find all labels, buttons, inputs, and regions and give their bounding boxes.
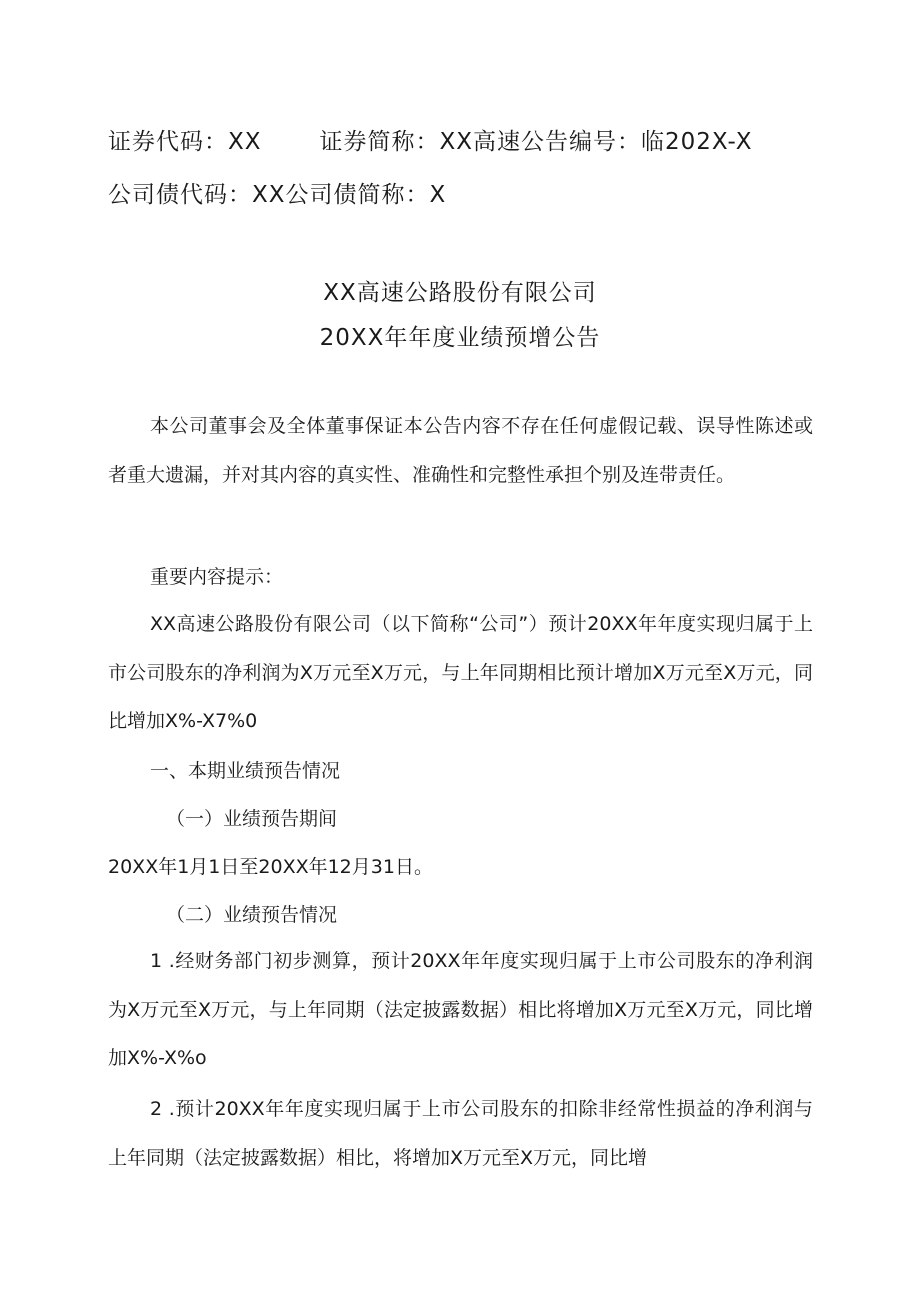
subsection-one-block [108, 795, 813, 844]
section-one-heading: 一、本期业绩预告情况 [150, 760, 341, 782]
announcement-title: 20XX年年度业绩预增公告 [319, 325, 601, 351]
security-abbr-and-announcement-no: 证券简称：XX高速公告编号：临202X-X [319, 129, 753, 155]
disclaimer-text: 本公司董事会及全体董事保证本公告内容不存在任何虚假记载、误导性陈述或者重大遗漏，并对其内容的真实性、准确性和完整性承担个别及连带责任。 [108, 415, 813, 486]
item-one-text: 1 .经财务部门初步测算，预计20XX年年度实现归属于上市公司股东的净利润为X万元至X万元，与上年同期（法定披露数据）相比将增加X万元至X万元，同比增加X%-X%o [108, 950, 813, 1069]
item-two-text: 2 .预计20XX年年度实现归属于上市公司股东的扣除非经常性损益的净利润与上年同期（法定披露数据）相比，将增加X万元至X万元，同比增 [108, 1098, 813, 1169]
disclaimer-paragraph [108, 402, 813, 499]
company-name: XX高速公路股份有限公司 [323, 280, 597, 306]
security-info-line [108, 123, 752, 156]
highlights-heading-block [108, 553, 813, 602]
forecast-period: 20XX年1月1日至20XX年12月31日。 [108, 856, 433, 878]
subsection-two-block [108, 891, 813, 940]
highlights-heading: 重要内容提示： [150, 566, 284, 588]
security-code: 证券代码：XX [108, 129, 262, 155]
section-one-heading-block [108, 747, 813, 796]
subsection-one-heading: （一）业绩预告期间 [166, 808, 338, 830]
highlights-body: XX高速公路股份有限公司（以下简称“公司”）预计20XX年年度实现归属于上市公司股东的净利润为X万元至X万元，与上年同期相比预计增加X万元至X万元，同比增加X%-X7%0 [108, 613, 813, 732]
bond-info-line: 公司债代码：XX公司债简称：X [108, 182, 447, 208]
forecast-period-block [108, 843, 813, 892]
item-two-block [108, 1085, 813, 1182]
item-one-block [108, 937, 813, 1083]
subsection-two-heading: （二）业绩预告情况 [166, 904, 338, 926]
highlights-body-block [108, 600, 813, 746]
